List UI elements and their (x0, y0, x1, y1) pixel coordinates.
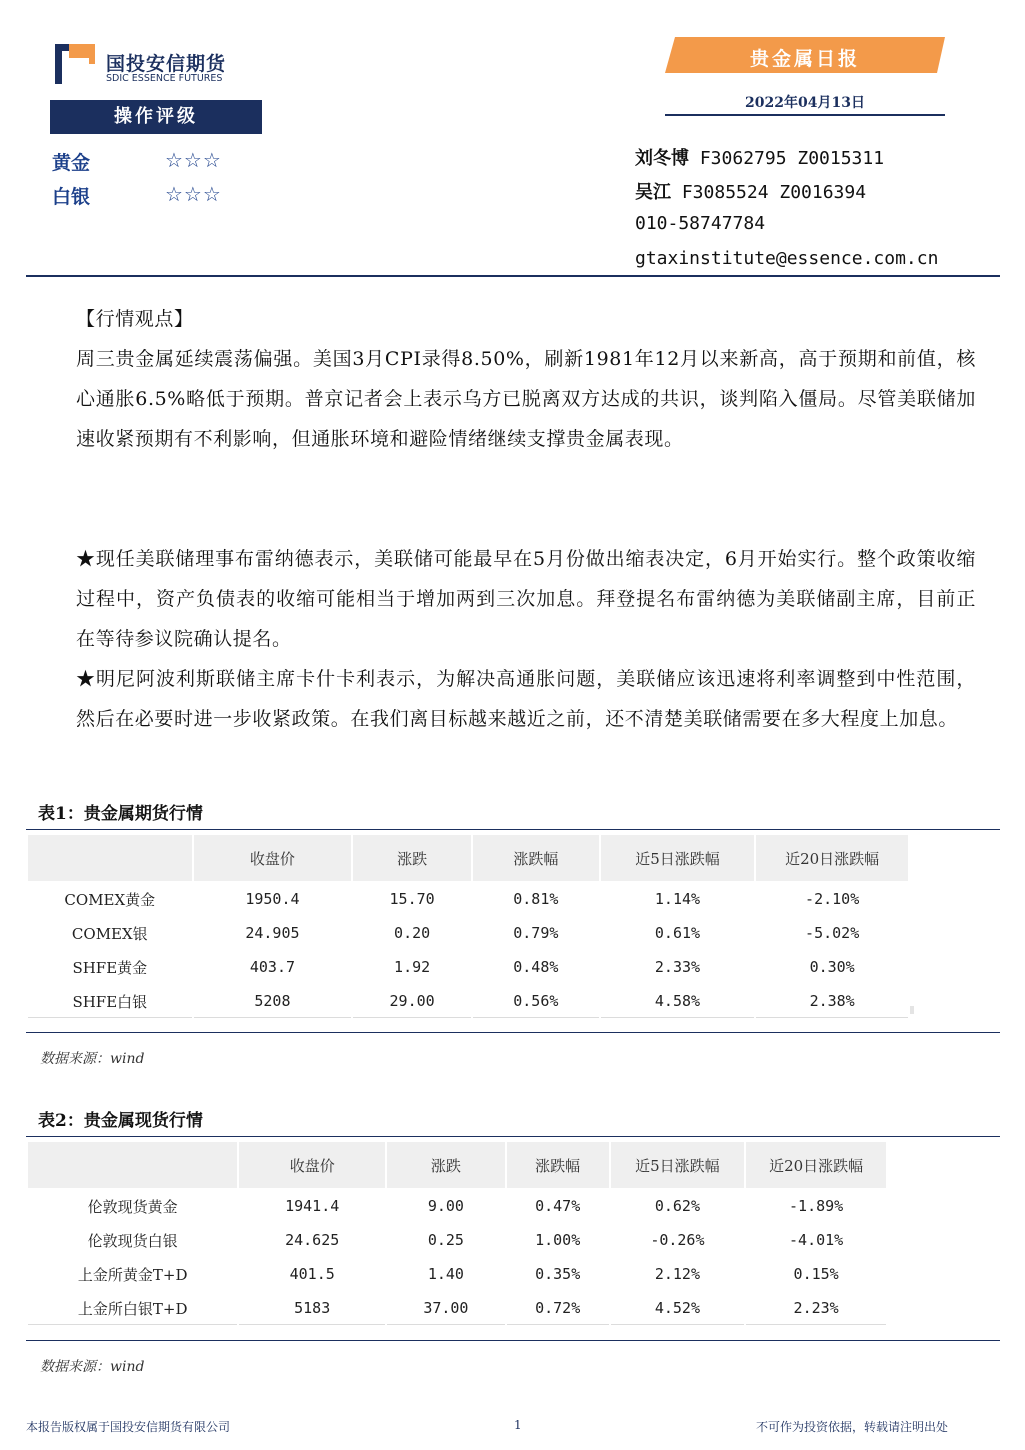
table-cell: 0.25 (386, 1223, 506, 1257)
contact-analyst-1 (635, 144, 884, 170)
news-paragraph-2: ★明尼阿波利斯联储主席卡什卡利表示，为解决高通胀问题，美联储应该迅速将利率调整到中性范围，然后在必要时进一步收紧政策。在我们离目标越来越近之前，还不清楚美联储需要在多大程度上加息。 (76, 668, 976, 730)
table-cell: 2.23% (745, 1291, 887, 1325)
table-cell: 0.79% (472, 916, 600, 950)
table1-top-rule (26, 829, 1000, 830)
header-divider (26, 275, 1000, 277)
table-cell: -4.01% (745, 1223, 887, 1257)
column-header: 涨跌 (386, 1141, 506, 1189)
table-cell: 1.14% (600, 882, 756, 916)
column-header: 涨跌幅 (472, 834, 600, 882)
rating-title: 操作评级 (50, 100, 262, 134)
column-header: 近5日涨跌幅 (610, 1141, 746, 1189)
table-cell: -1.89% (745, 1189, 887, 1223)
table-cell: COMEX银 (27, 916, 193, 950)
table-cell: COMEX黄金 (27, 882, 193, 916)
contact-analyst-2 (635, 178, 866, 204)
table-cell: 上金所黄金T+D (27, 1257, 238, 1291)
table2 (26, 1140, 888, 1325)
rating-label-silver: 白银 (52, 186, 91, 208)
table-cell: 0.72% (506, 1291, 610, 1325)
table-row (27, 1189, 887, 1223)
table-cell: 0.20 (352, 916, 472, 950)
rating-stars-gold: ☆☆☆ (165, 148, 222, 172)
table-cell: 0.15% (745, 1257, 887, 1291)
table2-top-rule (26, 1136, 1000, 1137)
column-header: 收盘价 (193, 834, 353, 882)
column-header: 近5日涨跌幅 (600, 834, 756, 882)
table-cell: SHFE白银 (27, 984, 193, 1018)
table-cell: 1950.4 (193, 882, 353, 916)
table-cell: 0.47% (506, 1189, 610, 1223)
report-title: 贵金属日报 (749, 48, 860, 70)
table-cell: 0.48% (472, 950, 600, 984)
table-row (27, 1223, 887, 1257)
footer-disclaimer: 不可作为投资依据，转载请注明出处 (756, 1420, 949, 1434)
table-cell: 9.00 (386, 1189, 506, 1223)
table-cell: -0.26% (610, 1223, 746, 1257)
table-cell: 0.62% (610, 1189, 746, 1223)
table-row (27, 882, 909, 916)
rating-stars-silver: ☆☆☆ (165, 182, 222, 206)
table-cell: 1941.4 (238, 1189, 386, 1223)
table1-title: 表1：贵金属期货行情 (38, 804, 203, 824)
table-row (27, 984, 909, 1018)
table1 (26, 833, 910, 1018)
table1-bottom-rule (26, 1032, 1000, 1033)
report-title-banner (665, 37, 945, 73)
table-cell: 伦敦现货白银 (27, 1223, 238, 1257)
company-name-cn: 国投安信期货 (106, 53, 227, 75)
table2-source: 数据来源：wind (40, 1359, 145, 1375)
table-cell: 5183 (238, 1291, 386, 1325)
table-cell: 0.61% (600, 916, 756, 950)
table-row (27, 1291, 887, 1325)
table-cell: 4.52% (610, 1291, 746, 1325)
table-cell: 5208 (193, 984, 353, 1018)
table-cell: 401.5 (238, 1257, 386, 1291)
analyst-name: 吴江 (635, 182, 671, 203)
table-cell: 0.35% (506, 1257, 610, 1291)
column-header: 近20日涨跌幅 (755, 834, 909, 882)
table2-title: 表2：贵金属现货行情 (38, 1111, 203, 1131)
company-name-en: SDIC ESSENCE FUTURES (106, 73, 223, 84)
column-header: 涨跌 (352, 834, 472, 882)
table-cell: 29.00 (352, 984, 472, 1018)
column-header: 涨跌幅 (506, 1141, 610, 1189)
rating-label-gold: 黄金 (52, 152, 91, 174)
table-cell: 伦敦现货黄金 (27, 1189, 238, 1223)
table-cell: SHFE黄金 (27, 950, 193, 984)
table-row (27, 916, 909, 950)
column-header: 收盘价 (238, 1141, 386, 1189)
column-header (27, 1141, 238, 1189)
table-cell: 2.38% (755, 984, 909, 1018)
contact-phone: 010-58747784 (635, 213, 766, 234)
table-cell: 37.00 (386, 1291, 506, 1325)
table-row (27, 950, 909, 984)
market-view-paragraph: 周三贵金属延续震荡偏强。美国3月CPI录得8.50%，刷新1981年12月以来新高，高于预期和前值，核心通胀6.5%略低于预期。普京记者会上表示乌方已脱离双方达成的共识，谈判陷入僵局。尽管美联储加速收紧预期有不利影响，但通胀环境和避险情绪继续支撑贵金属表现。 (76, 348, 976, 450)
table-cell: 0.56% (472, 984, 600, 1018)
column-header (27, 834, 193, 882)
footer-copyright: 本报告版权属于国投安信期货有限公司 (26, 1420, 231, 1434)
table-cell: 0.30% (755, 950, 909, 984)
table-cell: 1.92 (352, 950, 472, 984)
table-cell: -2.10% (755, 882, 909, 916)
table-cell: -5.02% (755, 916, 909, 950)
analyst-name: 刘冬博 (635, 148, 689, 169)
table-cell: 15.70 (352, 882, 472, 916)
table-cell: 24.625 (238, 1223, 386, 1257)
table1-source: 数据来源：wind (40, 1051, 145, 1067)
table-row (27, 1257, 887, 1291)
table2-header-row (27, 1141, 887, 1189)
page-number: 1 (514, 1418, 522, 1432)
table1-header-row (27, 834, 909, 882)
news-paragraph-1: ★现任美联储理事布雷纳德表示，美联储可能最早在5月份做出缩表决定，6月开始实行。整个政策收缩过程中，资产负债表的收缩可能相当于增加两到三次加息。拜登提名布雷纳德为美联储副主席，目前正在等待参议院确认提名。 (76, 548, 976, 650)
table-cell: 2.12% (610, 1257, 746, 1291)
analyst-ids: F3062795 Z0015311 (699, 148, 885, 169)
table-cell: 2.33% (600, 950, 756, 984)
contact-email[interactable]: gtaxinstitute@essence.com.cn (635, 248, 939, 269)
date-underline (665, 114, 945, 116)
company-logo-icon (55, 44, 95, 84)
table-cell: 1.40 (386, 1257, 506, 1291)
table-cell: 4.58% (600, 984, 756, 1018)
column-header: 近20日涨跌幅 (745, 1141, 887, 1189)
section-heading: 【行情观点】 (76, 308, 194, 330)
table-cell: 0.81% (472, 882, 600, 916)
table2-bottom-rule (26, 1340, 1000, 1341)
table-cell: 24.905 (193, 916, 353, 950)
table-cell: 1.00% (506, 1223, 610, 1257)
report-date: 2022年04月13日 (745, 95, 865, 111)
table-cell: 403.7 (193, 950, 353, 984)
table-cell: 上金所白银T+D (27, 1291, 238, 1325)
analyst-ids: F3085524 Z0016394 (681, 182, 867, 203)
